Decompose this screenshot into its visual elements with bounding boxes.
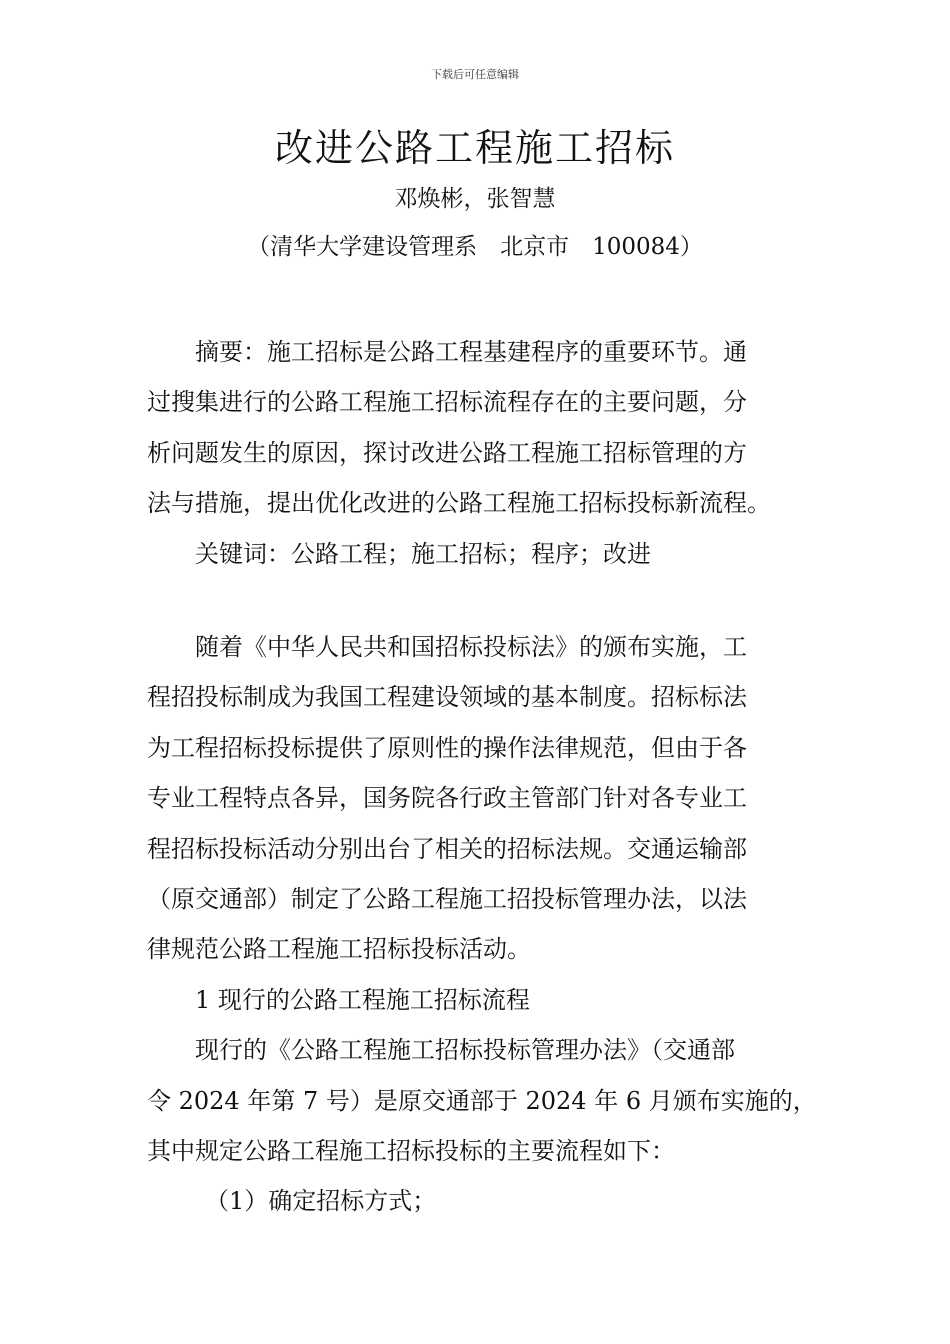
paragraph-line: 其中规定公路工程施工招标投标的主要流程如下： [147, 1136, 675, 1165]
section-heading: 1 现行的公路工程施工招标流程 [195, 985, 530, 1014]
header-note: 下载后可任意编辑 [431, 68, 519, 81]
document-title: 改进公路工程施工招标 [274, 126, 675, 170]
paragraph-line: 专业工程特点各异，国务院各行政主管部门针对各专业工 [147, 784, 747, 813]
paragraph-line: 现行的《公路工程施工招标投标管理办法》（交通部 [195, 1036, 735, 1065]
paragraph-line: 程招标投标活动分别出台了相关的招标法规。交通运输部 [147, 834, 747, 863]
paragraph-line: 随着《中华人民共和国招标投标法》的颁布实施，工 [195, 633, 747, 661]
keywords: 关键词：公路工程；施工招标；程序；改进 [195, 539, 651, 568]
abstract-line: 法与措施，提出优化改进的公路工程施工招标投标新流程。 [147, 489, 771, 518]
paragraph-line: （原交通部）制定了公路工程施工招投标管理办法，以法 [147, 884, 747, 913]
abstract-line: 析问题发生的原因，探讨改进公路工程施工招标管理的方 [147, 438, 747, 467]
list-item: （1）确定招标方式； [205, 1187, 437, 1216]
authors: 邓焕彬，张智慧 [394, 186, 556, 212]
paragraph-line: 程招投标制成为我国工程建设领域的基本制度。招标标法 [147, 683, 747, 712]
intro-paragraph [147, 622, 817, 1227]
affiliation: （清华大学建设管理系 北京市 100084） [247, 234, 703, 260]
paragraph-line: 令 2024 年第 7 号）是原交通部于 2024 年 6 月颁布实施的， [147, 1086, 817, 1115]
paragraph-line: 律规范公路工程施工招标投标活动。 [147, 935, 531, 964]
abstract [147, 327, 807, 579]
abstract-line: 摘要：施工招标是公路工程基建程序的重要环节。通 [195, 338, 747, 366]
paragraph-line: 为工程招标投标提供了原则性的操作法律规范，但由于各 [147, 733, 747, 762]
abstract-line: 过搜集进行的公路工程施工招标流程存在的主要问题，分 [147, 388, 747, 417]
